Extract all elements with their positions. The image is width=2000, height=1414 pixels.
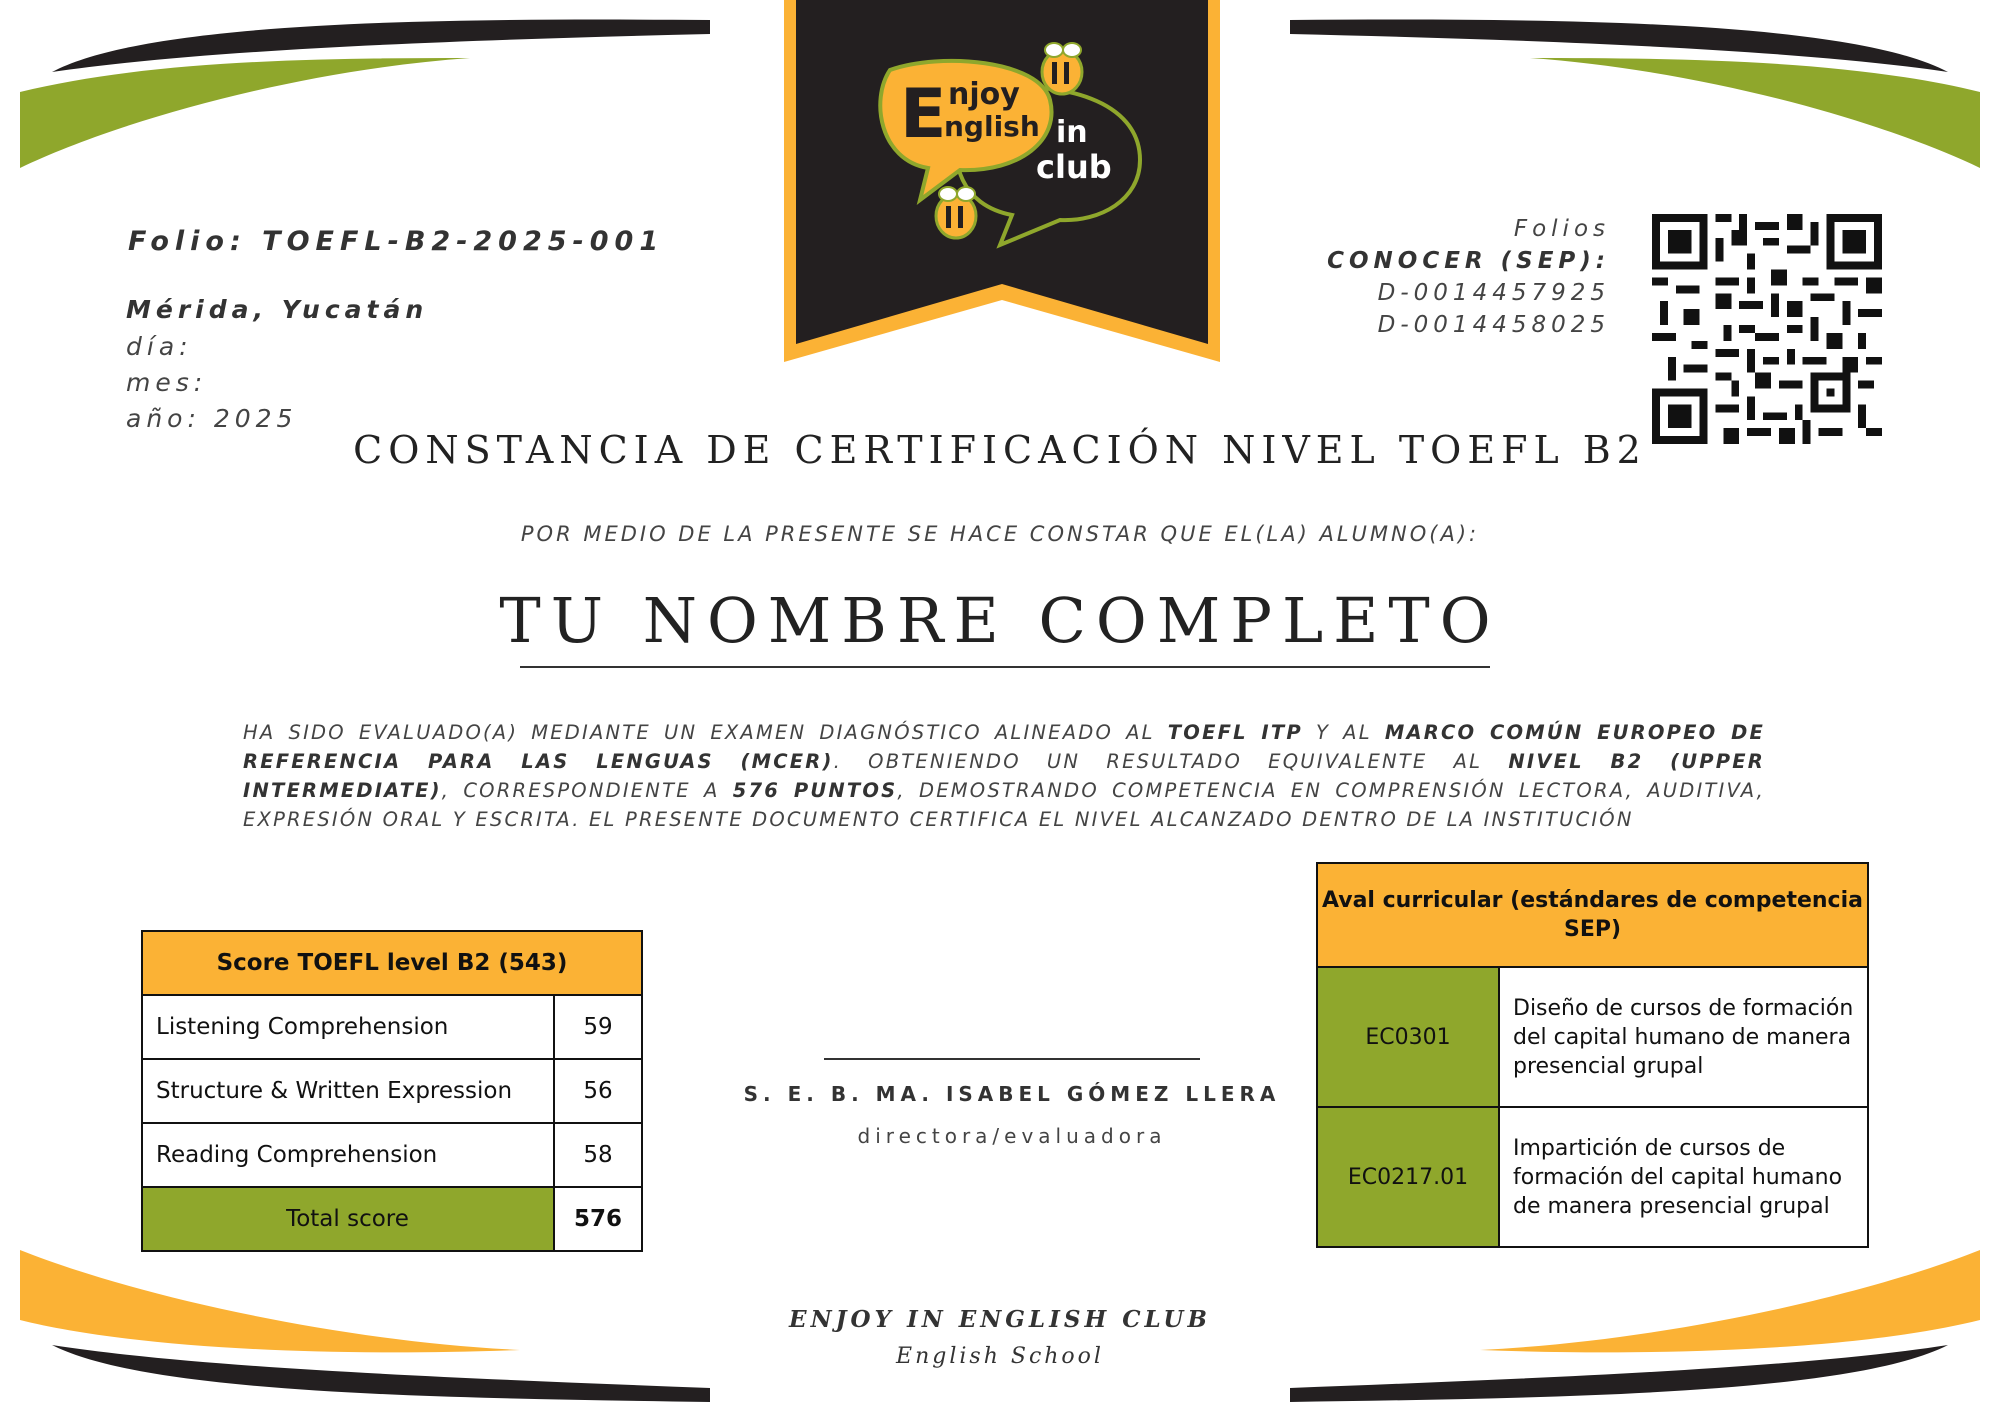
date-day: día:: [126, 332, 193, 361]
table-row: [1317, 1107, 1868, 1247]
score-label: Reading Comprehension: [142, 1123, 554, 1187]
logo-line2: nglish: [944, 110, 1040, 143]
curricular-table-header: Aval curricular (estándares de competencia SEP): [1317, 863, 1868, 967]
signature-line: [824, 1058, 1200, 1060]
table-row: [142, 995, 642, 1059]
signatory-role: directora/evaluadora: [857, 1124, 1167, 1148]
folio-1: D-0014457925: [1377, 280, 1610, 306]
certificate-body: [243, 718, 1765, 834]
standard-code: EC0301: [1317, 967, 1499, 1107]
place: Mérida, Yucatán: [126, 295, 429, 324]
total-value: 576: [554, 1187, 642, 1251]
score-value: 56: [554, 1059, 642, 1123]
bee-icon-bottom: [936, 187, 976, 238]
score-table: [141, 930, 643, 1252]
bottom-right-orange-swoosh: [1480, 1250, 1980, 1352]
body-text-5: , DEMOSTRANDO COMPETENCIA EN COMPRENSIÓN LECTORA, AUDITIVA, EXPRESIÓN ORAL Y ESCRITA. EL PRESENTE DOCUMENTO CERTIFICA EL NIVEL ALCANZADO DENTRO DE LA INSTITUCIÓN: [243, 779, 1765, 831]
standard-description: Impartición de cursos de formación del capital humano de manera presencial grupal: [1499, 1107, 1868, 1247]
folio-2: D-0014458025: [1377, 312, 1610, 338]
body-text-3: . OBTENIENDO UN RESULTADO EQUIVALENTE AL: [833, 750, 1509, 773]
qr-code: [1652, 214, 1882, 444]
score-label: Structure & Written Expression: [142, 1059, 554, 1123]
date-month: mes:: [126, 368, 208, 397]
total-label: Total score: [142, 1187, 554, 1251]
school-name: ENJOY IN ENGLISH CLUB: [789, 1306, 1211, 1333]
bee-icon-top: [1042, 43, 1082, 94]
logo-line4: club: [1036, 148, 1112, 186]
table-row: [142, 1059, 642, 1123]
body-text-4: , CORRESPONDIENTE A: [441, 779, 733, 802]
score-value: 59: [554, 995, 642, 1059]
date-year: año: 2025: [126, 404, 298, 433]
standard-code: EC0217.01: [1317, 1107, 1499, 1247]
certificate-title: CONSTANCIA DE CERTIFICACIÓN NIVEL TOEFL B2: [353, 428, 1647, 472]
name-underline: [520, 666, 1490, 668]
curricular-table-header-row: [1317, 863, 1868, 967]
total-row: [142, 1187, 642, 1251]
body-bold-level: NIVEL B2 (UPPER INTERMEDIATE): [243, 750, 1765, 802]
certificate-intro: POR MEDIO DE LA PRESENTE SE HACE CONSTAR QUE EL(LA) ALUMNO(A):: [520, 522, 1480, 546]
body-text-2: Y AL: [1302, 721, 1385, 744]
logo-line3: in: [1056, 115, 1088, 150]
bottom-left-orange-swoosh: [20, 1250, 520, 1352]
student-name: TU NOMBRE COMPLETO: [499, 584, 1501, 657]
top-right-green-swoosh: [1530, 58, 1980, 168]
signatory-name: S. E. B. MA. ISABEL GÓMEZ LLERA: [743, 1082, 1281, 1106]
body-bold-points: 576 PUNTOS: [732, 779, 898, 802]
score-table-header-row: [142, 931, 642, 995]
body-bold-toefl: TOEFL ITP: [1167, 721, 1303, 744]
score-value: 58: [554, 1123, 642, 1187]
logo-initial: E: [900, 75, 947, 154]
score-table-header: Score TOEFL level B2 (543): [142, 931, 642, 995]
curricular-table: [1316, 862, 1869, 1248]
folios-conocer: CONOCER (SEP):: [1327, 248, 1610, 274]
table-row: [142, 1123, 642, 1187]
body-bold-mcer: MARCO COMÚN EUROPEO DE REFERENCIA PARA LAS LENGUAS (MCER): [243, 721, 1766, 773]
table-row: [1317, 967, 1868, 1107]
school-subtitle: English School: [896, 1344, 1104, 1369]
logo-line1: njoy: [948, 77, 1020, 112]
body-text-1: HA SIDO EVALUADO(A) MEDIANTE UN EXAMEN DIAGNÓSTICO ALINEADO AL: [243, 721, 1168, 744]
top-left-green-swoosh: [20, 58, 470, 168]
score-label: Listening Comprehension: [142, 995, 554, 1059]
standard-description: Diseño de cursos de formación del capital humano de manera presencial grupal: [1499, 967, 1868, 1107]
folio-number: Folio: TOEFL-B2-2025-001: [128, 226, 665, 257]
folios-label: Folios: [1513, 216, 1610, 242]
